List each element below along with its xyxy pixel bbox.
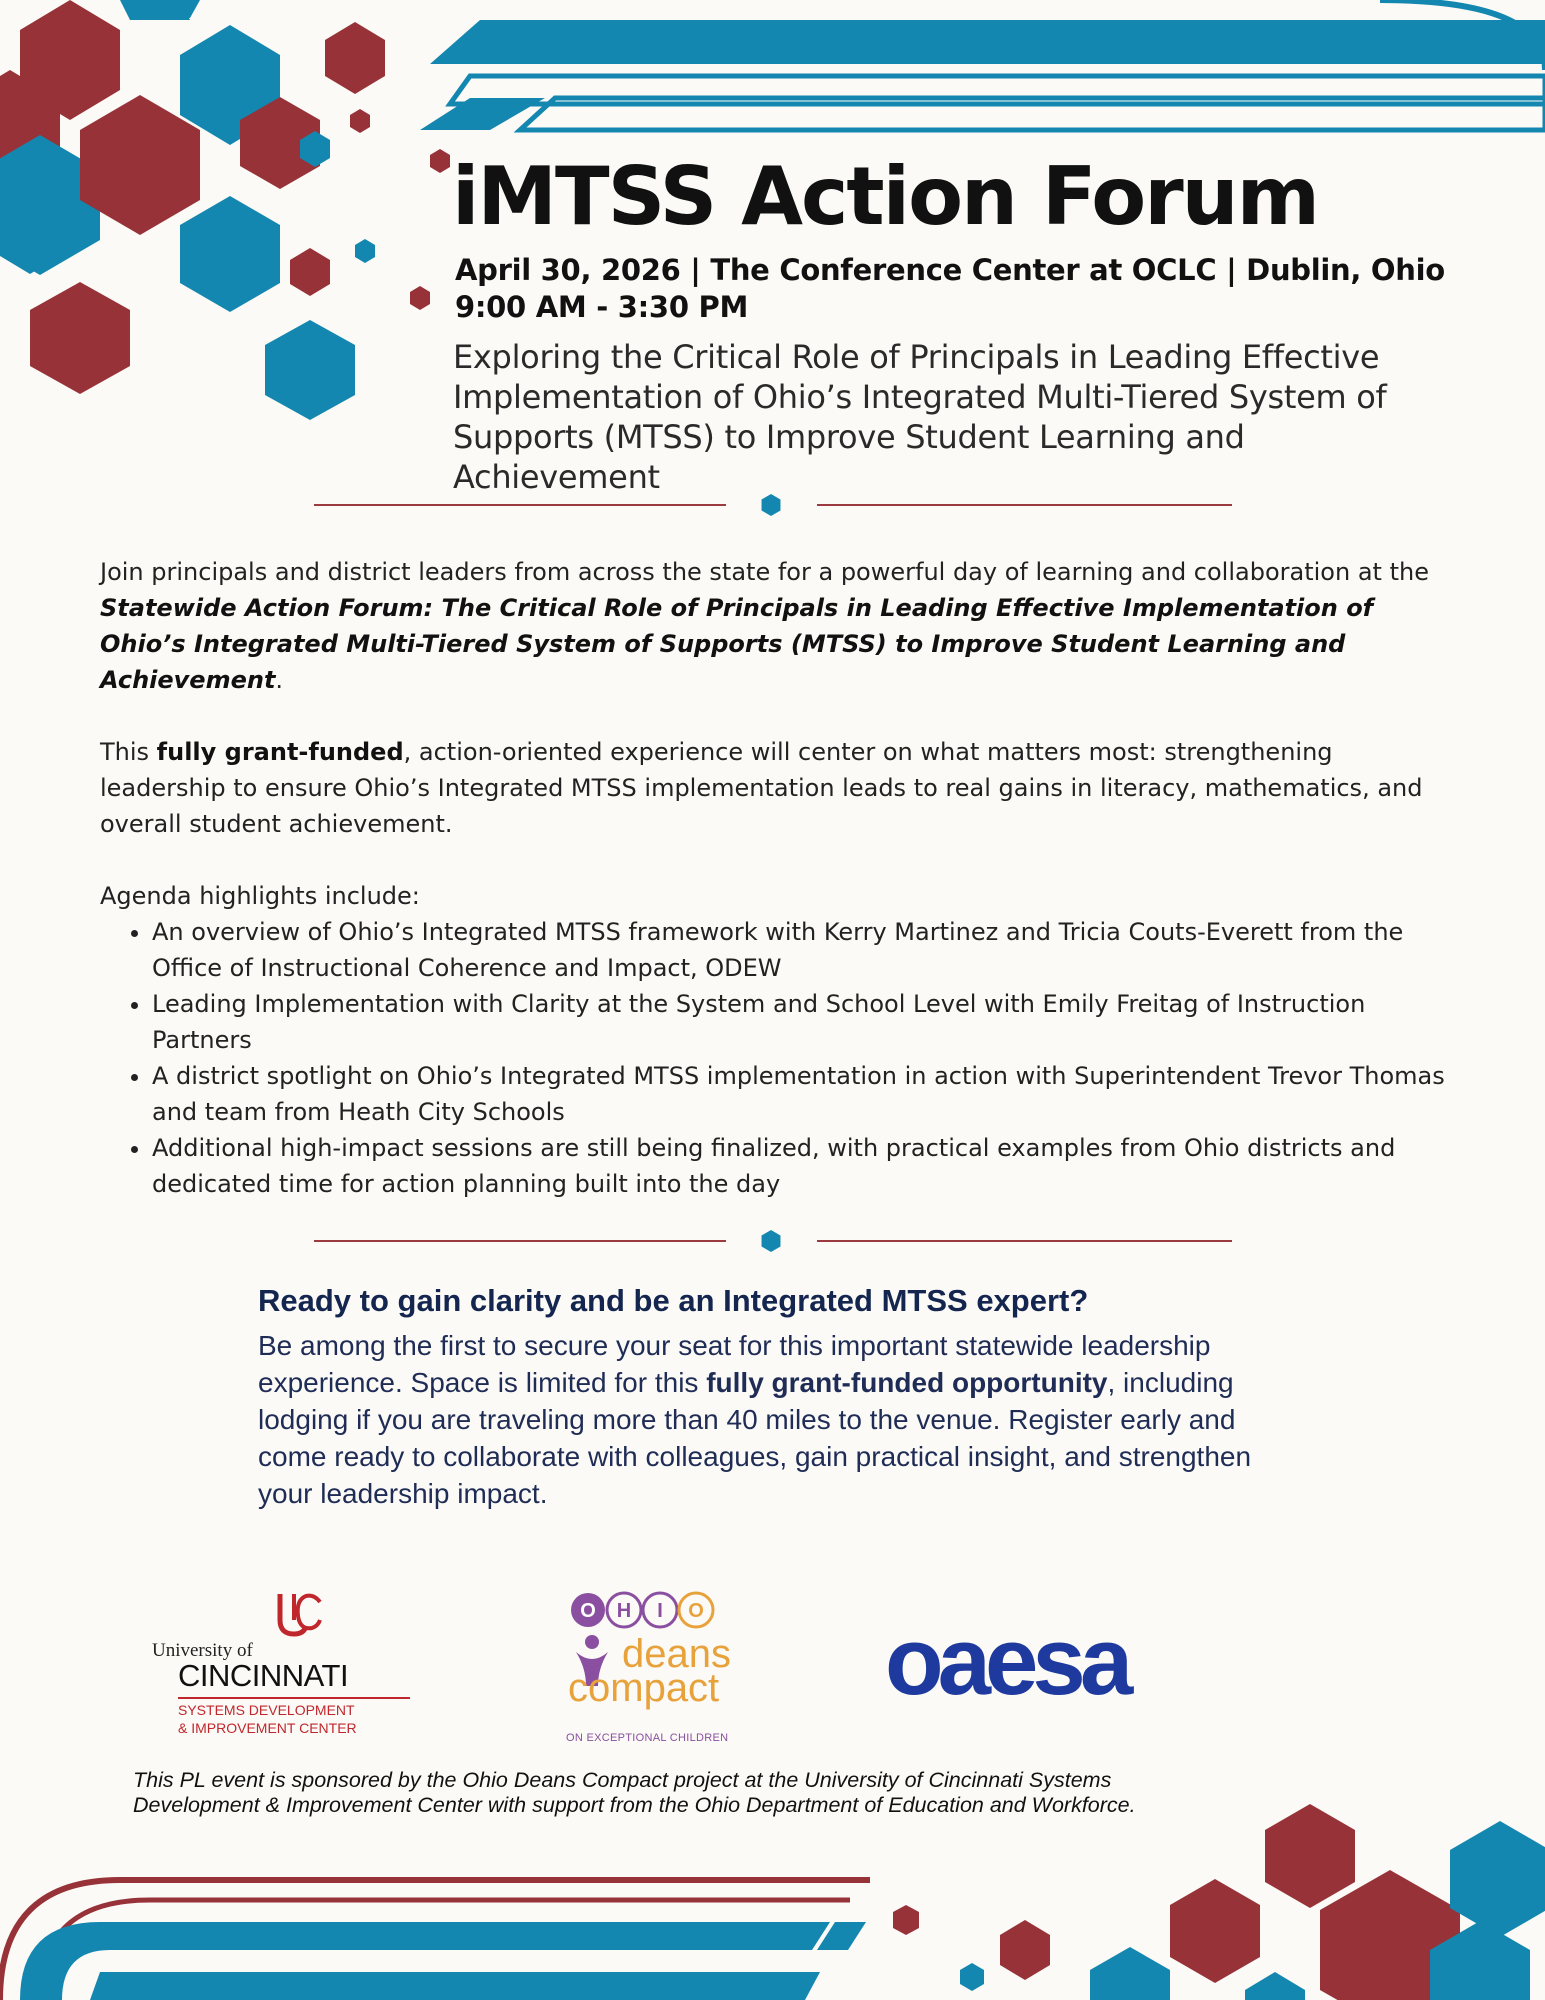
hexagon-icon (760, 1230, 782, 1252)
event-details (455, 252, 1445, 326)
cta-paragraph (258, 1327, 1278, 1512)
intro-lead: Join principals and district leaders from across the state for a powerful day of learning and collaboration at the (100, 558, 1429, 586)
ohio-deans-compact-logo (560, 1590, 730, 1750)
bottom-right-hexagons (893, 1804, 1545, 2000)
divider-line-left (314, 504, 726, 506)
svg-text:O: O (580, 1600, 596, 1622)
cta-bold: fully grant-funded opportunity (706, 1367, 1108, 1398)
top-left-hexagons (0, 0, 450, 420)
divider-line-right (817, 504, 1232, 506)
funding-lead: This (100, 738, 157, 766)
funding-bold: fully grant-funded (156, 738, 404, 766)
agenda-item: • An overview of Ohio’s Integrated MTSS framework with Kerry Martinez and Tricia Couts-Everett from the Office of Instructional Coherence and Impact, ODEW (152, 914, 1460, 986)
uc-line-2: CINCINNATI (178, 1658, 349, 1693)
agenda-heading: Agenda highlights include: (100, 882, 420, 910)
cta-rest: , including lodging if you are traveling more than 40 miles to the venue. Register early and come ready to collaborate with colleagues, gain practical insight, and strengthen your leadership impact. (258, 1367, 1252, 1509)
intro-end: . (275, 666, 284, 694)
svg-text:O: O (688, 1600, 704, 1622)
odc-line-2: compact (568, 1666, 720, 1710)
uc-monogram-icon (274, 1590, 324, 1640)
ohio-letters-icon (568, 1590, 720, 1630)
cta-heading: Ready to gain clarity and be an Integrated MTSS expert? (258, 1283, 1089, 1318)
cta-lead: Be among the first to secure your seat for this important statewide leadership experience. Space is limited for this (258, 1330, 1211, 1398)
svg-text:I: I (657, 1600, 663, 1622)
event-subtitle: Exploring the Critical Role of Principals in Leading Effective Implementation of Ohio’s Integrated Multi-Tiered System of Supports (MTSS) to Improve Student Learning and Achievement (453, 338, 1387, 496)
bottom-stripes (0, 1880, 870, 2000)
event-title: iMTSS Action Forum (452, 150, 1318, 243)
divider-line-right (817, 1240, 1232, 1242)
funding-paragraph (100, 734, 1460, 842)
hexagon-icon (760, 494, 782, 516)
agenda-item: • Additional high-impact sessions are still being finalized, with practical examples from Ohio districts and dedicated time for action planning built into the day (152, 1130, 1460, 1202)
funding-rest: , action-oriented experience will center on what matters most: strengthening leadership to ensure Ohio’s Integrated MTSS implementation leads to real gains in literacy, mathematics, and overall student achievement. (100, 738, 1423, 838)
uc-rule (178, 1697, 410, 1699)
uc-line-3: SYSTEMS DEVELOPMENT (178, 1702, 355, 1718)
uc-line-1: University of (152, 1640, 253, 1661)
odc-line-1: deans (622, 1632, 731, 1676)
svg-text:H: H (616, 1600, 632, 1622)
oaesa-logo: oaesa (885, 1608, 1128, 1715)
divider-line-left (314, 1240, 726, 1242)
event-date-location: April 30, 2026 | The Conference Center at OCLC | Dublin, Ohio (455, 253, 1445, 287)
university-of-cincinnati-logo (150, 1590, 410, 1740)
call-to-action (258, 1283, 1278, 1512)
agenda-item: • Leading Implementation with Clarity at the System and School Level with Emily Freitag of Instruction Partners (152, 986, 1460, 1058)
section-divider (314, 494, 1232, 516)
section-divider (314, 1230, 1232, 1252)
event-time: 9:00 AM - 3:30 PM (455, 290, 748, 324)
agenda-list (100, 914, 1460, 1202)
odc-line-3: ON EXCEPTIONAL CHILDREN (566, 1732, 729, 1744)
main-body (100, 554, 1460, 1202)
top-stripes (420, 0, 1545, 130)
sponsor-note: This PL event is sponsored by the Ohio Deans Compact project at the University of Cincinnati Systems Development & Improvement Center with support from the Ohio Department of Education and Workforce. (133, 1768, 1136, 1817)
forum-name: Statewide Action Forum: The Critical Role of Principals in Leading Effective Implementation of Ohio’s Integrated Multi-Tiered System of Supports (MTSS) to Improve Student Learning and Achievement (100, 594, 1374, 694)
agenda-item: • A district spotlight on Ohio’s Integrated MTSS implementation in action with Superintendent Trevor Thomas and team from Heath City Schools (152, 1058, 1460, 1130)
uc-line-4: & IMPROVEMENT CENTER (178, 1720, 357, 1736)
intro-paragraph (100, 554, 1460, 698)
